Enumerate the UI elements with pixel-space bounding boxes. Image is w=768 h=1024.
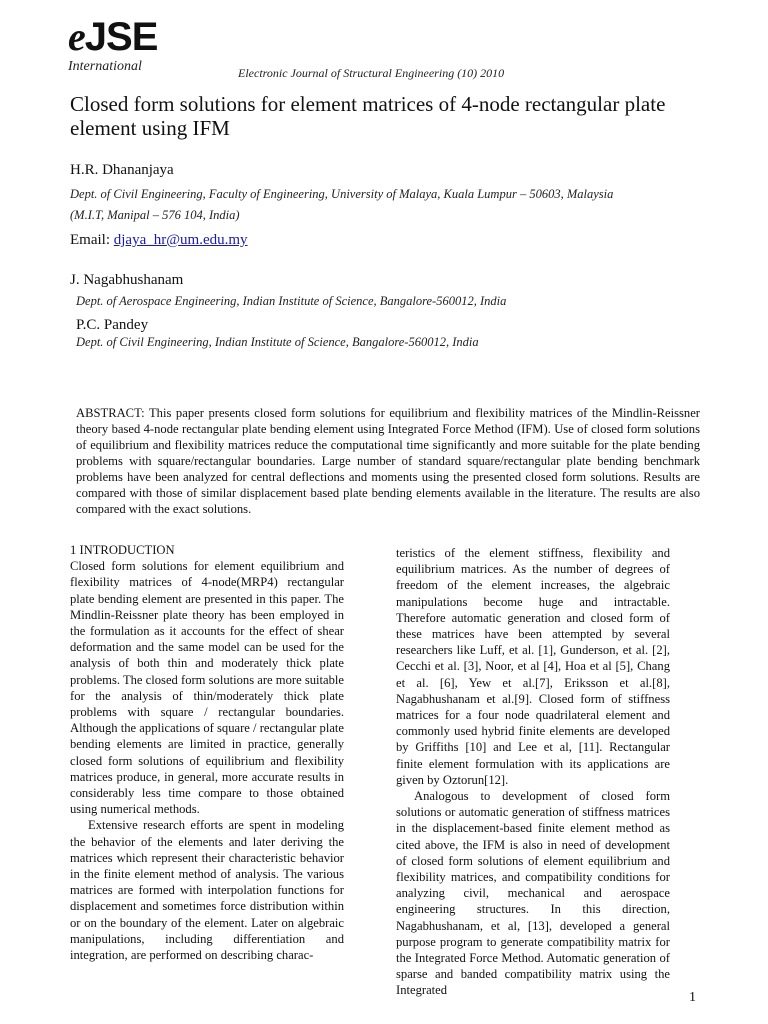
paragraph: Closed form solutions for element equilibrium and flexibility matrices of 4-node(MRP4) rectangular plate bending element are presented in this paper. The Mindlin-Reissner plate theory has been employed in the formulation as it accounts for the effect of shear deformation and the same model can be used for the analysis of both thin and moderately thick plate problems. The closed form solutions are more suitable for the analysis of thin/moderately thick plate problems with square / rectangular boundaries. Although the applications of square / rectangular plate bending elements are limited in practice, generally closed form solutions of equilibrium and flexibility matrices produce, in general, more accurate results in considerably less time compare to those obtained using numerical methods. bbox=[70, 559, 344, 817]
logo-wordmark: eJSE bbox=[68, 14, 158, 59]
email-label: Email: bbox=[70, 232, 110, 248]
author-name: P.C. Pandey bbox=[76, 317, 149, 333]
author-affiliation: Dept. of Civil Engineering, Indian Institute of Science, Bangalore-560012, India bbox=[76, 335, 479, 349]
author-affiliation: Dept. of Aerospace Engineering, Indian Institute of Science, Bangalore-560012, India bbox=[76, 294, 507, 308]
paragraph: Extensive research efforts are spent in modeling the behavior of the elements and later deriving the matrices which represent their characteristic behavior in the finite element method of analysis. The various matrices are formed with interpolation functions for displacement and sometimes force distribution within or on the boundary of the element. Later on algebraic manipulations, including differentiation and integration, are performed on describing charac- bbox=[70, 818, 344, 963]
abstract: ABSTRACT: This paper presents closed form solutions for equilibrium and flexibility matrices of the Mindlin-Reissner theory based 4-node rectangular plate bending element using Integrated Force Method (IFM). Use of closed form solutions of equilibrium and flexibility matrices reduce the computational time significantly and more suitable for the plate bending problems with square/rectangular boundaries. Large number of standard square/rectangular plate bending benchmark problems have been analyzed for central deflections and moments using the presented closed form solutions. Results are compared with those of similar displacement based plate bending elements available in the literature. The results are also compared with the exact solutions. bbox=[76, 406, 700, 516]
author-affiliation: Dept. of Civil Engineering, Faculty of Engineering, University of Malaya, Kuala Lumpur – 50603, Malaysia bbox=[70, 187, 614, 201]
author-name: J. Nagabhushanam bbox=[70, 272, 184, 288]
section-heading: 1 INTRODUCTION bbox=[70, 543, 175, 557]
logo-subtitle: International bbox=[68, 59, 142, 74]
journal-logo bbox=[68, 16, 168, 74]
paragraph: teristics of the element stiffness, flexibility and equilibrium matrices. As the number of degrees of freedom of the element increases, the algebraic manipulations become huge and intractable. Therefore automatic generation and closed form of these matrices have been attempted by several researchers like Luff, et al. [1], Gunderson, et al. [2], Cecchi et al. [3], Noor, et al [4], Hoa et al [5], Chang et al. [6], Yew et al.[7], Eriksson et al.[8], Nagabhushanam et al.[9]. Closed form of stiffness matrices for a four node quadrilateral element and commonly used hybrid finite elements are developed by Griffiths [10] and Lee et al, [11]. Rectangular finite element formulation with its applications are given by Oztorun[12]. bbox=[396, 546, 670, 787]
email-line bbox=[70, 232, 248, 249]
page-number: 1 bbox=[689, 990, 696, 1005]
journal-header: Electronic Journal of Structural Engineering (10) 2010 bbox=[238, 66, 505, 80]
author-name: H.R. Dhananjaya bbox=[70, 162, 174, 178]
email-link[interactable]: djaya_hr@um.edu.my bbox=[113, 232, 248, 248]
author-affiliation: (M.I.T, Manipal – 576 104, India) bbox=[70, 208, 240, 222]
paper-title: Closed form solutions for element matrices of 4-node rectangular plate element using IFM bbox=[70, 92, 666, 140]
paragraph: Analogous to development of closed form solutions or automatic generation of stiffness matrices in the displacement-based finite element method as cited above, the IFM is also in need of development of closed form solutions of element equilibrium and flexibility matrices, and compatibility conditions for analyzing civil, mechanical and aerospace engineering structures. In this direction, Nagabhushanam, et al, [13], developed a general purpose program to generate compatibility matrix for the Integrated Force Method. Automatic generation of sparse and banded compatibility matrix using the Integrated bbox=[396, 789, 670, 998]
right-column bbox=[396, 545, 670, 999]
left-column bbox=[70, 542, 344, 963]
